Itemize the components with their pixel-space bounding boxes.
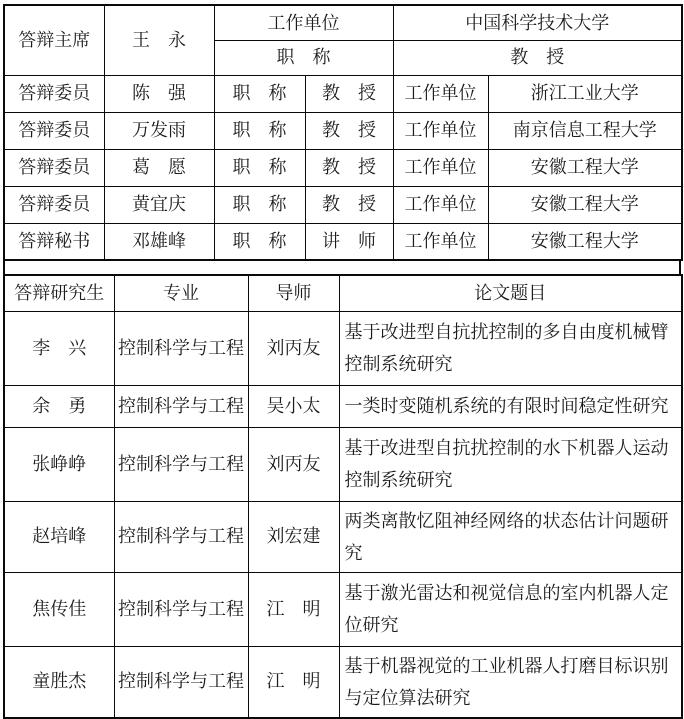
committee-table xyxy=(3,4,683,261)
student-thesis-title: 基于机器视觉的工业机器人打磨目标识别与定位算法研究 xyxy=(339,646,682,718)
student-advisor: 吴小太 xyxy=(248,385,339,427)
member-title-value: 教 授 xyxy=(305,112,393,149)
member-role-label: 答辩委员 xyxy=(4,186,104,223)
student-thesis-title: 基于改进型自抗扰控制的水下机器人运动控制系统研究 xyxy=(339,427,682,501)
member-name: 陈 强 xyxy=(104,75,214,112)
chair-title-label: 职 称 xyxy=(214,40,393,75)
member-unit-label: 工作单位 xyxy=(393,186,488,223)
member-title-label: 职 称 xyxy=(214,75,305,112)
chair-title-value: 教 授 xyxy=(393,40,682,75)
student-name: 余 勇 xyxy=(4,385,114,427)
student-major: 控制科学与工程 xyxy=(114,646,248,718)
student-row xyxy=(4,311,682,385)
member-unit-value: 安徽工程大学 xyxy=(488,186,682,223)
student-name: 焦传佳 xyxy=(4,572,114,646)
header-thesis: 论文题目 xyxy=(339,275,682,311)
member-unit-label: 工作单位 xyxy=(393,112,488,149)
students-table xyxy=(3,274,683,719)
member-unit-value: 南京信息工程大学 xyxy=(488,112,682,149)
student-advisor: 江 明 xyxy=(248,572,339,646)
member-role-label: 答辩委员 xyxy=(4,149,104,186)
student-name: 童胜杰 xyxy=(4,646,114,718)
student-thesis-title: 一类时变随机系统的有限时间稳定性研究 xyxy=(339,385,682,427)
member-row xyxy=(4,75,682,112)
secretary-title-label: 职 称 xyxy=(214,223,305,260)
member-title-value: 教 授 xyxy=(305,149,393,186)
student-major: 控制科学与工程 xyxy=(114,572,248,646)
member-role-label: 答辩委员 xyxy=(4,112,104,149)
member-title-value: 教 授 xyxy=(305,186,393,223)
secretary-title-value: 讲 师 xyxy=(305,223,393,260)
member-row xyxy=(4,186,682,223)
student-major: 控制科学与工程 xyxy=(114,385,248,427)
member-title-value: 教 授 xyxy=(305,75,393,112)
table-divider-strip xyxy=(3,261,681,274)
student-advisor: 刘丙友 xyxy=(248,311,339,385)
secretary-unit-label: 工作单位 xyxy=(393,223,488,260)
student-thesis-title: 基于激光雷达和视觉信息的室内机器人定位研究 xyxy=(339,572,682,646)
student-row xyxy=(4,385,682,427)
student-name: 李 兴 xyxy=(4,311,114,385)
chair-name: 王 永 xyxy=(104,5,214,75)
secretary-role-label: 答辩秘书 xyxy=(4,223,104,260)
member-title-label: 职 称 xyxy=(214,149,305,186)
header-major: 专业 xyxy=(114,275,248,311)
member-unit-label: 工作单位 xyxy=(393,75,488,112)
member-name: 葛 愿 xyxy=(104,149,214,186)
secretary-unit-value: 安徽工程大学 xyxy=(488,223,682,260)
student-row xyxy=(4,427,682,501)
student-advisor: 刘宏建 xyxy=(248,501,339,572)
header-student: 答辩研究生 xyxy=(4,275,114,311)
student-row xyxy=(4,572,682,646)
member-unit-label: 工作单位 xyxy=(393,149,488,186)
member-row xyxy=(4,149,682,186)
member-title-label: 职 称 xyxy=(214,112,305,149)
student-name: 赵培峰 xyxy=(4,501,114,572)
chair-role-label: 答辩主席 xyxy=(4,5,104,75)
students-header-row xyxy=(4,275,682,311)
student-thesis-title: 基于改进型自抗扰控制的多自由度机械臂控制系统研究 xyxy=(339,311,682,385)
student-row xyxy=(4,501,682,572)
secretary-row xyxy=(4,223,682,260)
student-advisor: 江 明 xyxy=(248,646,339,718)
member-name: 黄宜庆 xyxy=(104,186,214,223)
header-advisor: 导师 xyxy=(248,275,339,311)
member-title-label: 职 称 xyxy=(214,186,305,223)
member-name: 万发雨 xyxy=(104,112,214,149)
chair-unit-value: 中国科学技术大学 xyxy=(393,5,682,40)
member-unit-value: 安徽工程大学 xyxy=(488,149,682,186)
student-major: 控制科学与工程 xyxy=(114,311,248,385)
student-thesis-title: 两类离散忆阻神经网络的状态估计问题研究 xyxy=(339,501,682,572)
student-major: 控制科学与工程 xyxy=(114,501,248,572)
member-row xyxy=(4,112,682,149)
student-advisor: 刘丙友 xyxy=(248,427,339,501)
member-role-label: 答辩委员 xyxy=(4,75,104,112)
chair-unit-label: 工作单位 xyxy=(214,5,393,40)
student-major: 控制科学与工程 xyxy=(114,427,248,501)
member-unit-value: 浙江工业大学 xyxy=(488,75,682,112)
secretary-name: 邓雄峰 xyxy=(104,223,214,260)
chair-row xyxy=(4,5,682,40)
student-name: 张峥峥 xyxy=(4,427,114,501)
